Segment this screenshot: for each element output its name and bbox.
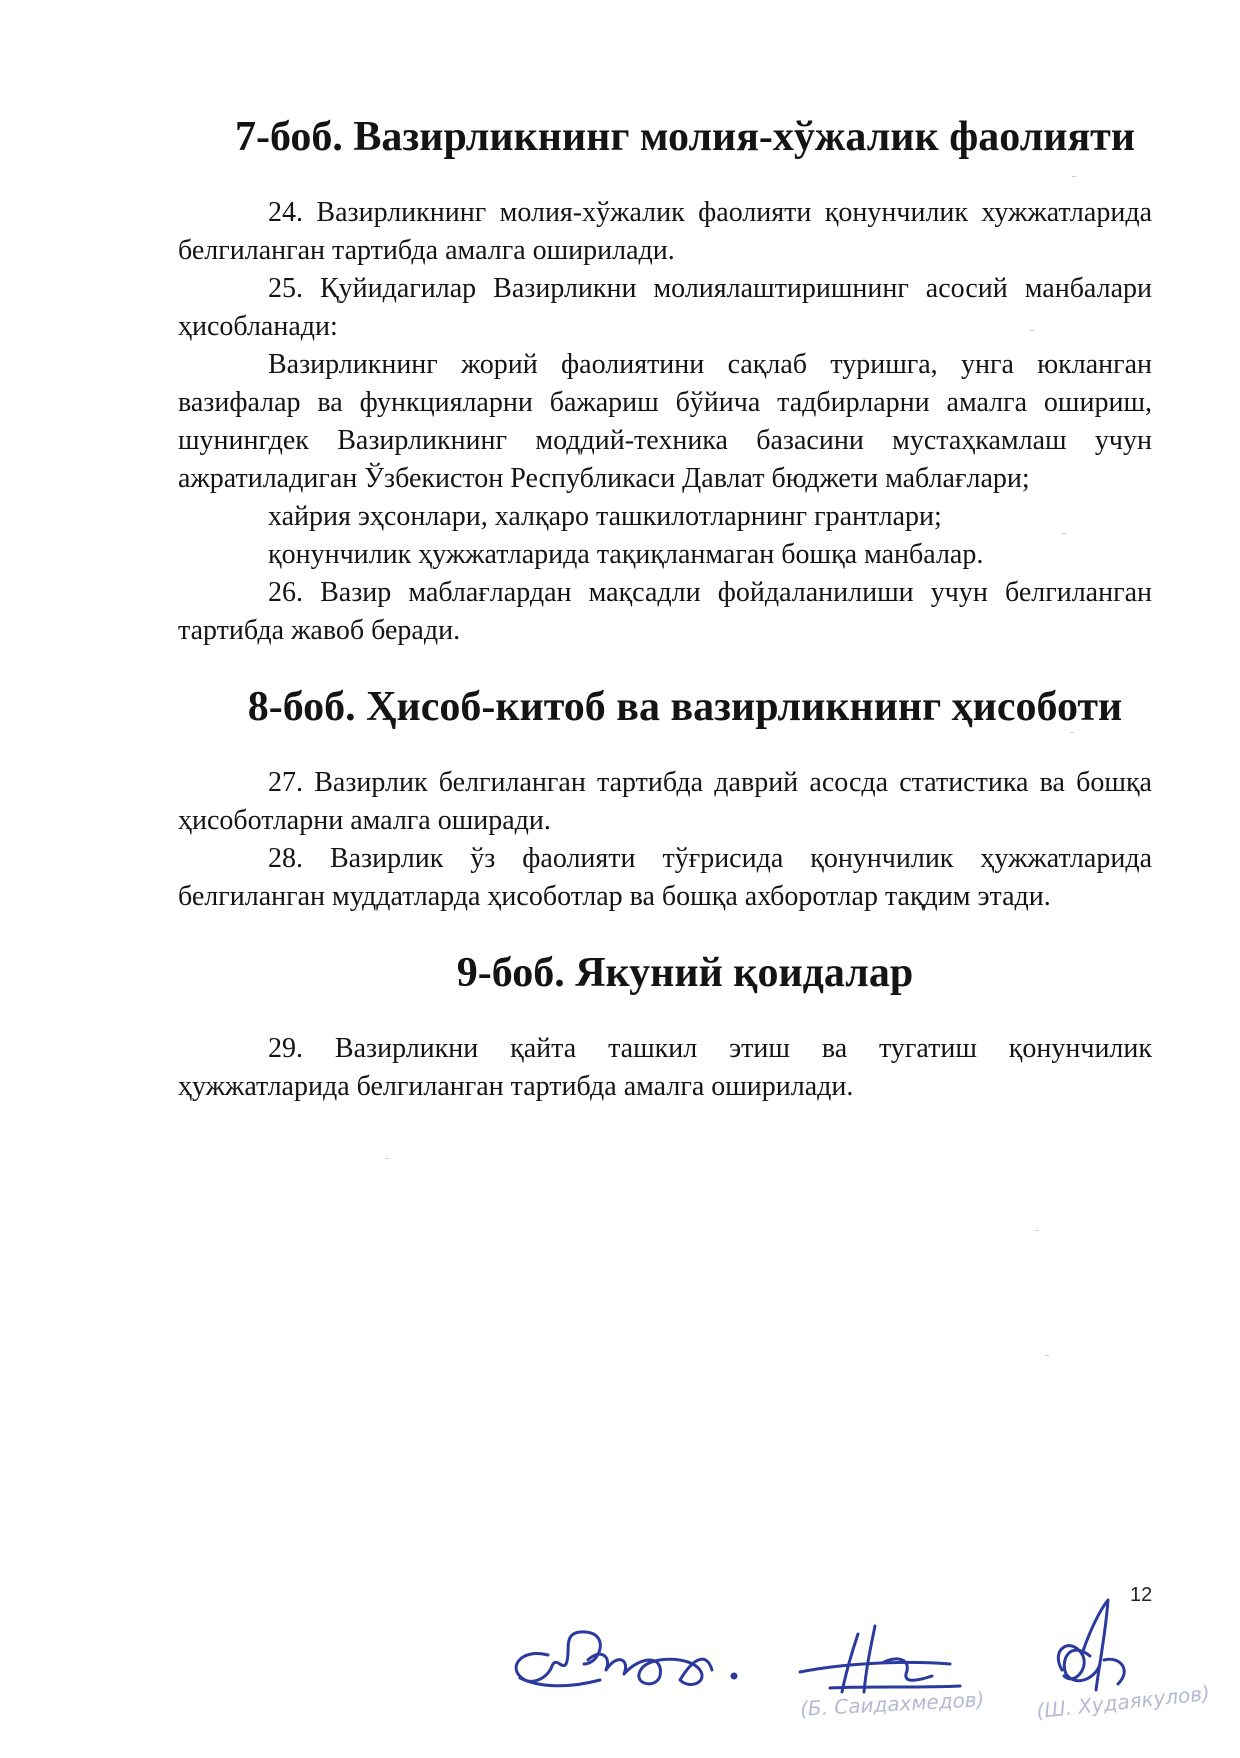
signature-block xyxy=(0,1560,1240,1758)
funding-source-other: қонунчилик ҳужжатларида тақиқланмаган бошқа манбалар. xyxy=(268,539,984,570)
paragraph-27: 27. Вазирлик белгиланган тартибда даврий асосда статистика ва бошқа ҳисоботларни амалга оширади. xyxy=(178,767,1152,836)
document-body xyxy=(178,114,1152,1106)
signature-caption-2: (Ш. Худаякулов) xyxy=(1035,1680,1211,1724)
chapter-9-heading: 9-боб. Якуний қоидалар xyxy=(456,950,914,996)
page-number: 12 xyxy=(1130,1584,1153,1606)
funding-source-grants: хайрия эҳсонлари, халқаро ташкилотларнинг грантлари; xyxy=(268,501,942,532)
paragraph-24: 24. Вазирликнинг молия-хўжалик фаолияти қонунчилик хужжатларида белгиланган тартибда амалга оширилади. xyxy=(178,197,1152,266)
chapter-9 xyxy=(178,950,1152,1106)
chapter-7 xyxy=(178,114,1152,650)
paragraph-26: 26. Вазир маблағлардан мақсадли фойдаланилиши учун белгиланган тартибда жавоб беради. xyxy=(178,577,1152,646)
paragraph-25: 25. Қуйидагилар Вазирликни молиялаштиришнинг асосий манбалари ҳисобланади: xyxy=(178,273,1152,342)
signature-caption-1: (Б. Саидахмедов) xyxy=(799,1687,985,1721)
paragraph-29: 29. Вазирликни қайта ташкил этиш ва тугатиш қонунчилик ҳужжатларида белгиланган тартибда амалга оширилади. xyxy=(178,1033,1152,1102)
signature-1 xyxy=(0,1560,1240,1758)
paragraph-28: 28. Вазирлик ўз фаолияти тўғрисида қонунчилик ҳужжатларида белгиланган муддатларда ҳисоботлар ва бошқа ахборотлар тақдим этади. xyxy=(178,843,1152,912)
chapter-8 xyxy=(178,684,1152,916)
chapter-7-heading: 7-боб. Вазирликнинг молия-хўжалик фаолияти xyxy=(234,114,1136,160)
funding-source-budget: Вазирликнинг жорий фаолиятини сақлаб туришга, унга юкланган вазифалар ва функцияларни бажариш бўйича тадбирларни амалга ошириш, шунингдек Вазирликнинг моддий-техника базасини мустаҳкамлаш учун ажратиладиган Ўзбекистон Республикаси Давлат бюджети маблағлари; xyxy=(178,349,1152,494)
chapter-8-heading: 8-боб. Ҳисоб-китоб ва вазирликнинг ҳисоботи xyxy=(247,684,1123,730)
